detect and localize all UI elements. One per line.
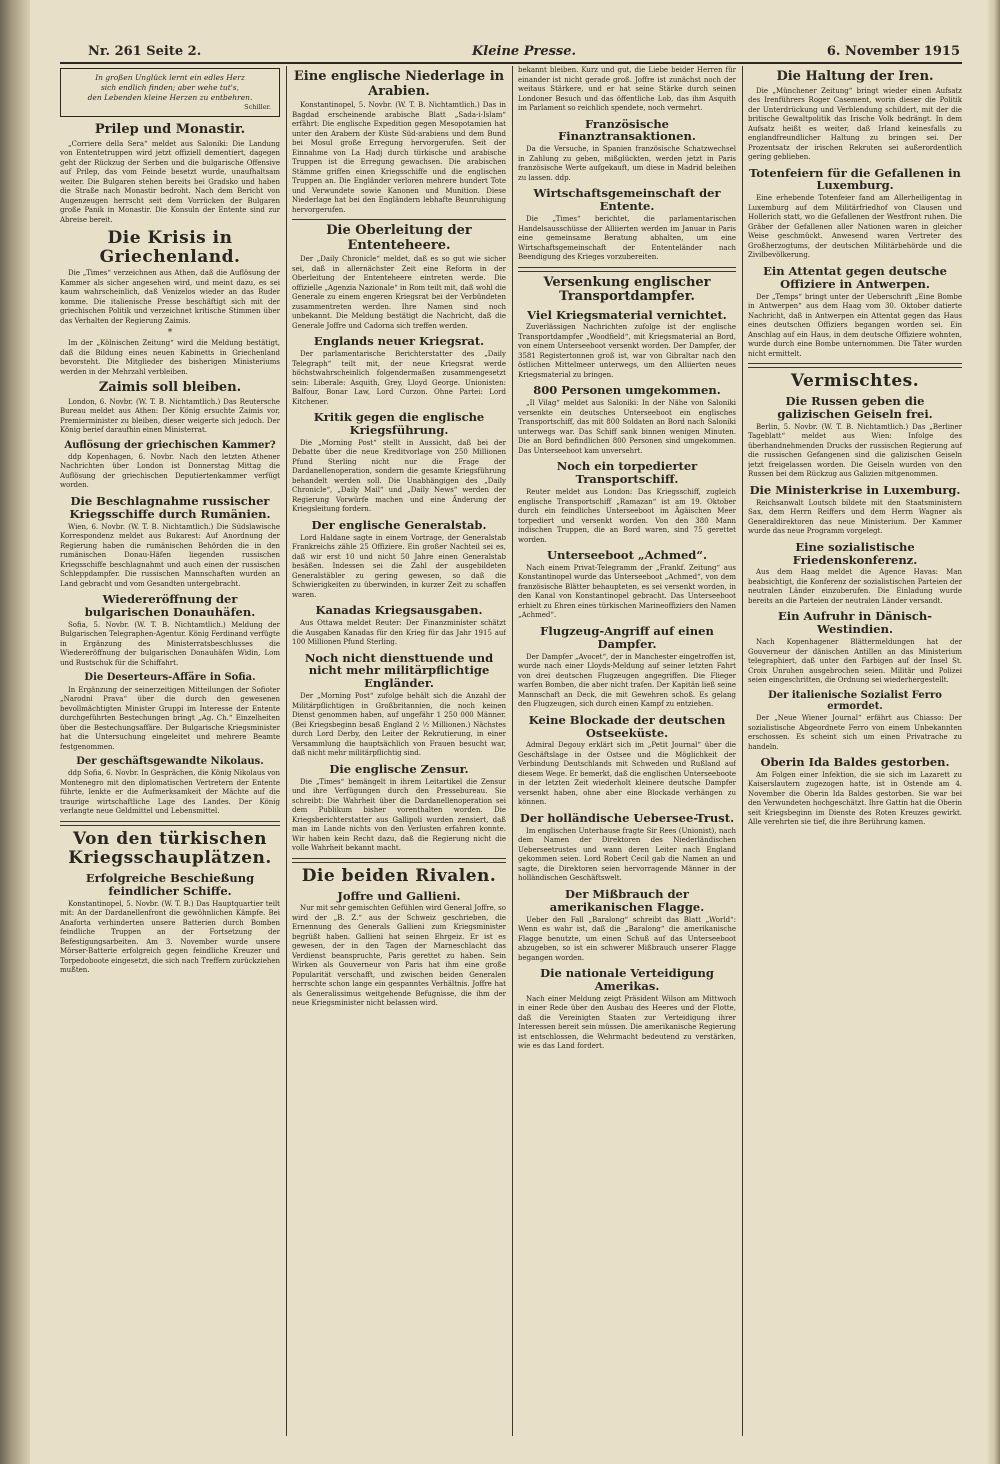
- article-body: Aus dem Haag meldet die Agence Havas: Man beabsichtigt, die Konferenz der sozialistischen Parteien der neutralen Länder einzuberufen. Die Einladung wurde bereits an die Parteien der neutralen Länder versandt.: [748, 568, 962, 605]
- headline: Kritik gegen die englische Kriegsführung.: [313, 410, 485, 437]
- article-body: Eine erhebende Totenfeier fand am Allerheiligentag in Luxemburg auf dem Militärfriedhof von Clausen und Hollerich statt, wo die Gefallenen der Westfront ruhen. Die Gräber der Gefallenen aller Nationen waren in gleicher Weise geschmückt. Anwesend waren Vertreter des Großherzogtums, der deutschen Militärbehörde und die Zivilbevölkerung.: [748, 194, 962, 260]
- article-body: Nach Kopenhagener Blättermeldungen hat der Gouverneur der dänischen Antillen an das Ministerium telegraphiert, daß unter den Farbigen auf der Insel St. Croix Unruhen ausgebrochen seien. Militär und Polizei seien eingeschritten, die Ordnung sei wiederhergestellt.: [748, 638, 962, 685]
- article-body: Aus Ottawa meldet Reuter: Der Finanzminister schätzt die Ausgaben Kanadas für den Krieg für das Jahr 1915 auf 100 Millionen Pfund Sterling.: [292, 619, 506, 647]
- column-1: [60, 66, 280, 1438]
- article-body: Die „Morning Post“ stellt in Aussicht, daß bei der Debatte über die neue Kreditvorlage von 250 Millionen Pfund Sterling nicht nur die Frage der Dardanellenoperation, sondern die gesamte Kriegsführung behandelt werden soll. Die Unabhängigen des „Daily Chronicle“, „Daily Mail“ und „Daily News“ werden der Regierung Vorwürfe machen und eine Änderung der Kriegsleitung fordern.: [292, 438, 506, 514]
- headline: Der holländische Uebersee-Trust.: [519, 810, 735, 825]
- column-4: [748, 66, 962, 1438]
- issue-date: 6. November 1915: [826, 44, 960, 59]
- subheadline: Erfolgreiche Beschießung feindlicher Schiffe.: [85, 870, 255, 898]
- motto-box: [60, 68, 280, 117]
- headline: 800 Personen umgekommen.: [533, 383, 721, 398]
- headline: Zaimis soll bleiben.: [98, 380, 242, 396]
- headline: Kanadas Kriegsausgaben.: [315, 603, 483, 618]
- headline: Die Deserteurs-Affäre in Sofia.: [84, 672, 256, 684]
- headline: Vermischtes.: [790, 371, 920, 392]
- motto-line: den Lebenden kleine Herzen zu entbehren.: [87, 93, 253, 102]
- article-body: London, 6. Novbr. (W. T. B. Nichtamtlich.) Das Reutersche Bureau meldet aus Athen: Der König ersuchte Zaimis vor, Premierminister zu bleiben, dieser weigerte sich jedoch. Der König berief daraufhin einen Ministerrat.: [60, 397, 280, 435]
- headline: Keine Blockade der deutschen Ostseeküste.: [528, 712, 726, 740]
- headline: Noch ein torpedierter Transportschiff.: [556, 459, 698, 487]
- article-body: Wien, 6. Novbr. (W. T. B. Nichtamtlich.) Die Südslawische Korrespondenz meldet aus Bukarest: Auf Anordnung der Regierung haben die rumänischen Behörden die in den rumänischen Donau-Häfen liegenden russischen Kriegsschiffe beschlagnahmt und auch einen der russischen Schleppdampfer. Die russischen Mannschaften wurden an Land gebracht und vom Gesandten untergebracht.: [60, 522, 280, 588]
- headline: Französische Finanztransaktionen.: [558, 116, 696, 144]
- article-body: Lord Haldane sagte in einem Vortrage, der Generalstab Frankreichs zähle 25 Offiziere. Ein großer Nachteil sei es, daß wir erst 10 und nicht 50 Jahre einen Generalstab besäßen. Indessen sei die Zahl der ausgebildeten Generalstäbler zu gering gewesen, so daß die Schwierigkeiten zu überwinden, in kurzer Zeit zu schaffen waren.: [292, 533, 506, 599]
- motto-line: sich endlich finden; aber wehe tut's,: [100, 83, 240, 92]
- headline: Auflösung der griechischen Kammer?: [64, 439, 276, 451]
- motto-line: In großen Unglück lernt ein edles Herz: [95, 73, 245, 82]
- article-body: Die „Münchener Zeitung“ bringt wieder einen Aufsatz des Irenführers Roger Casement, worin dieser die Politik der Unterdrückung und Verblendung schildert, mit der die britische Gewaltpolitik das Irische Volk bedrängt. In dem Aufsatz heißt es weiter, daß Irland keinesfalls zu englandfreundlicher Haltung zu bringen sei. Der Prozentsatz der irischen Rekruten sei außerordentlich gering geblieben.: [748, 86, 962, 162]
- article-body: Nur mit sehr gemischten Gefühlen wird General Joffre, so wird der „B. Z.“ aus der Schweiz geschrieben, die Ernennung des Generals Gallieni zum Kriegsminister begrüßt haben. Gallieni hat seinen Ehrgeiz. Er ist es gewesen, der in den Tagen der Marneschlacht das Verdienst beanspruchte, Paris gerettet zu haben. Sein Wirken als Gouverneur von Paris hat ihm eine große Popularität verschafft, und zwischen beiden Generalen herrschte schon lange ein gespanntes Verhältnis. Joffre hat als Generalissimus weitgehende Befugnisse, die ihm der neue Kriegsminister nicht belassen wird.: [292, 904, 506, 1008]
- issue-number: Nr. 261 Seite 2.: [88, 44, 202, 59]
- headline: Wiedereröffnung der bulgarischen Donauhäfen.: [84, 592, 256, 619]
- headline: Die Krisis in Griechenland.: [99, 228, 241, 268]
- subheadline: Joffre und Gallieni.: [337, 888, 461, 903]
- headline: Ein Aufruhr in Dänisch-Westindien.: [777, 609, 933, 637]
- headline: Ein Attentat gegen deutsche Offiziere in Antwerpen.: [763, 263, 947, 291]
- section-rule: [60, 821, 280, 826]
- article-body: Der „Daily Chronicle“ meldet, daß es so gut wie sicher sei, daß in allernächster Zeit eine Reform in der Oberleitung der Ententeheere eintreten werde. Die offizielle „Agenzia Nazionale“ in Rom teilt mit, daß wohl die Generale zu einem engeren Kriegsrat bei der Verbündeten zusammentreten werden. Ihre Namen sind noch unbekannt. Die Meldung bestätigt die Nachricht, daß die Generale Joffre und Cadorna sich treffen werden.: [292, 255, 506, 330]
- article-body: Am Folgen einer Infektion, die sie sich im Lazarett zu Kaiserslautern zugezogen hatte, ist in Ostende am 4. November die Oberin Ida Baldes gestorben. Sie war bei den Verwundeten hochgeschätzt. Ihre Gattin hat die Oberin seit Kriegsbeginn im Dienste des Roten Kreuzes gewirkt. Alle verehrten sie tief, die ihre Berührung kamen.: [748, 770, 962, 827]
- headline: Der italienische Sozialist Ferro ermordet.: [768, 689, 942, 712]
- column-rule: [742, 66, 743, 1436]
- article-body: „Corriere della Sera“ meldet aus Saloniki: Die Landung von Ententetruppen wird jetzt offiziell dementiert, dagegen geht der Rückzug der Serben und die bulgarische Offensive auf Prilep, das vom Feinde besetzt wurde, unaufhaltsam weiter. Die Bulgaren stehen bereits bei Gradsko und haben die Straße nach Monastir bedroht. Nach dem Bericht von Augenzeugen herrscht seit dem Vorrücken der Bulgaren große Panik in Monastir. Die Konsuln der Entente sind zur Abreise bereit.: [60, 139, 280, 224]
- article-body: Zuverlässigen Nachrichten zufolge ist der englische Transportdampfer „Woodfield“, mit Kriegsmaterial an Bord, von einem Unterseeboot versenkt worden. Der Dampfer, der 3581 Registertonnen groß ist, war von Gibraltar nach den östlichen Mittelmeer unterwegs, um den Alliierten neues Kriegsmaterial zu bringen.: [518, 323, 736, 379]
- headline: Totenfeiern für die Gefallenen in Luxemburg.: [749, 165, 961, 193]
- article-body: Admiral Degouy erklärt sich im „Petit Journal“ über die Geschäftslage in der Ostsee und die Möglichkeit der Verbindung Deutschlands mit Schweden und Rußland auf diesem Wege. Er bemerkt, daß die englischen Unterseeboote in der letzten Zeit wiederholt kleinere deutsche Dampfer versenkt haben, ohne aber eine Blockade verhängen zu können.: [518, 741, 736, 807]
- article-body: Die „Times“ berichtet, die parlamentarischen Handelsausschüsse der Alliierten werden im Januar in Paris eine gemeinsame Beratung abhalten, um eine Wirtschaftsgemeinschaft der Ententeländer nach Beendigung des Krieges vorzubereiten.: [518, 215, 736, 261]
- article-body: ddp Kopenhagen, 6. Novbr. Nach den letzten Athener Nachrichten über London ist Donnerstag Mittag die Auflösung der griechischen Deputiertenkammer verfügt worden.: [60, 452, 280, 490]
- headline: Der Mißbrauch der amerikanischen Flagge.: [549, 886, 705, 914]
- page-edge: [986, 0, 1000, 1464]
- headline: Die englische Zensur.: [329, 761, 469, 776]
- headline: Die Ministerkrise in Luxemburg.: [749, 482, 961, 497]
- headline: Die Haltung der Iren.: [776, 69, 934, 84]
- headline: Die nationale Verteidigung Amerikas.: [540, 966, 714, 993]
- article-body: Berlin, 5. Novbr. (W. T. B. Nichtamtlich.) Das „Berliner Tageblatt“ meldet aus Wien: Infolge des überhandnehmenden Drucks der russischen Regierung auf die russischen Gefangenen sind die galizischen Geiseln jetzt freigelassen worden. Die Geiseln wurden von den Russen bei dem Rückzug aus Galizien mitgenommen.: [748, 422, 962, 479]
- headline: Noch nicht diensttuende und nicht mehr militärpflichtige Engländer.: [304, 650, 494, 691]
- headline: Oberin Ida Baldes gestorben.: [760, 755, 950, 770]
- subheadline: Die Russen geben die galizischen Geiseln frei.: [777, 394, 933, 421]
- headline: Die beiden Rivalen.: [301, 865, 497, 886]
- headline: Von den türkischen Kriegsschauplätzen.: [68, 828, 272, 868]
- column-rule: [286, 66, 287, 1436]
- rule: [292, 219, 506, 220]
- page-header: [60, 44, 960, 62]
- headline: Die Oberleitung der Ententeheere.: [326, 223, 472, 253]
- headline: Unterseeboot „Achmed“.: [547, 548, 707, 563]
- separator-star: *: [167, 328, 173, 339]
- article-body: Der Dampfer „Avocet“, der in Manchester eingetroffen ist, wurde nach einer Lloyds-Meldung auf seiner letzten Fahrt von drei deutschen Flugzeugen angegriffen. Die Flieger warfen Bomben, die aber nicht trafen. Der Kapitän ließ seine Mannschaft an Deck, die mit Gewehren schoß. Es gelang den Flugzeugen, sich durch einen Kampf zu entziehen.: [518, 652, 736, 709]
- section-rule: [748, 363, 962, 368]
- headline: Flugzeug-Angriff auf einen Dampfer.: [540, 623, 714, 651]
- article-body: Nach einem Privat-Telegramm der „Frankf. Zeitung“ aus Konstantinopel wurde das Unterseeboot „Achmed“, von dem französische Blätter behaupteten, es sei versenkt worden, in den Kanal von Konstantinopel gebracht. Das Unterseeboot erhielt zu Ehren eines türkischen Marineoffiziers den Namen „Achmed“.: [518, 563, 736, 620]
- section-rule: [292, 858, 506, 863]
- header-rule: [60, 62, 962, 64]
- article-body: Da die Versuche, in Spanien französische Schatzwechsel in Zahlung zu geben, mißglückten, werden jetzt in Paris französische Werte aufgekauft, um diese in Madrid beleihen zu lassen. ddp.: [518, 145, 736, 182]
- article-body: Nach einer Meldung zeigt Präsident Wilson am Mittwoch in einer Rede über den Ausbau des Heeres und der Flotte, daß die Vereinigten Staaten zur Verteidigung ihrer Interessen bereit sein müssen. Die amerikanische Regierung ist entschlossen, die Wehrmacht bedeutend zu verstärken, wie es das Land fordert.: [518, 994, 736, 1051]
- headline: Wirtschaftsgemeinschaft der Entente.: [533, 186, 721, 214]
- article-body: Konstantinopel, 5. Novbr. (W. T. B. Nichtamtlich.) Das in Bagdad erscheinende arabische Blatt „Sada-i-Islam“ erfährt: Die englische Expedition gegen Mesopotamien hat unter den Arabern der Küste Süd-arabiens und dem Bund bei Mosul große Erregung hervorgerufen. Seit der Einnahme von La Hadj durch türkische und arabische Truppen ist die Erregung gewachsen. Die arabischen Stämme griffen einen Kriegsschiffe und die englischen Truppen an. Die Engländer verloren mehrere hundert Tote und Verwundete sowie Kanonen und Munition. Diese Niederlage hat bei den Engländern lebhafte Beunruhigung hervorgerufen.: [292, 101, 506, 214]
- article-body: ddp Sofia, 6. Novbr. In Gesprächen, die König Nikolaus von Montenegro mit den diplomatischen Vertretern der Entente führte, lenkte er die Aufmerksamkeit der Mächte auf die traurige wirtschaftliche Lage des Landes. Der König verlangte neue Geldmittel und Lebensmittel.: [60, 769, 280, 816]
- column-3: [518, 66, 736, 1438]
- headline: Versenkung englischer Transportdampfer.: [543, 274, 711, 305]
- headline: Der englische Generalstab.: [311, 517, 487, 532]
- article-body: Konstantinopel, 5. Novbr. (W. T. B.) Das Hauptquartier teilt mit: An der Dardanellenfront die gewöhnlichen Kämpfe. Bei Anaforta verhinderten unsere Batterien durch Bomben feindliche Truppen an der Fortsetzung der Befestigungsarbeiten. Am 3. November wurde unsere Mörser-Batterie erfolgreich gegen feindliche Kreuzer und Torpedoboote eingesetzt, die sich nach Treffern zurückziehen mußten.: [60, 899, 280, 975]
- article-body: bekannt bleiben. Kurz und gut, die Liebe beider Herren für einander ist nicht gerade groß. Joffre ist zunächst noch der weitaus Stärkere, und er hat seine Stärke durch seinen Londoner Besuch und das öffentliche Lob, das ihm Asquith im Parlament so reichlich spendete, noch vermehrt.: [518, 66, 736, 112]
- article-body: Reuter meldet aus London: Das Kriegsschiff, zugleich englische Transportschiff „Ramazan“ ist am 19. Oktober durch ein feindliches Unterseeboot im Ägäischen Meer torpediert und versenkt worden. Von den 380 Mann indischen Truppen, die an Bord waren, sind 75 gerettet worden.: [518, 488, 736, 544]
- article-body: Der parlamentarische Berichterstatter des „Daily Telegraph“ teilt mit, der neue Kriegsrat werde höchstwahrscheinlich folgendermaßen zusammengesetzt sein: Liberale: Asquith, Grey, Lloyd George. Unionisten: Balfour, Bonar Law, Lord Curzon. Ohne Partei: Lord Kitchener.: [292, 350, 506, 406]
- headline: Englands neuer Kriegsrat.: [313, 334, 485, 349]
- headline: Eine sozialistische Friedenskonferenz.: [792, 539, 918, 567]
- article-body: Der „Neue Wiener Journal“ erfährt aus Chiasso: Der sozialistische Abgeordnete Ferro von einem Unbekannten erschossen. Es scheint sich um einen Privatrache zu handeln.: [748, 714, 962, 751]
- article-body: Sofia, 5. Novbr. (W. T. B. Nichtamtlich.) Meldung der Bulgarischen Telegraphen-Agentur. König Ferdinand verfügte in Ergänzung des Ministerratsbeschlusses die Wiedereröffnung der bulgarischen Donauhäfen Widin, Lom und Rustschuk für die Schiffahrt.: [60, 620, 280, 667]
- headline: Der geschäftsgewandte Nikolaus.: [76, 756, 264, 768]
- article-body: Reichsanwalt Loutsch bildete mit den Staatsministern Sax, dem Herrn Reiffers und dem Herrn Wagner als Generaldirektoren das neue Ministerium. Der Kammer wurde das neue Programm vorgelegt.: [748, 498, 962, 536]
- motto-author: Schiller.: [244, 103, 271, 111]
- masthead: Kleine Presse.: [472, 44, 577, 59]
- subheadline: Viel Kriegsmaterial vernichtet.: [527, 307, 727, 322]
- article-body: Die „Times“ bemängelt in ihrem Leitartikel die Zensur und ihre Verfügungen durch den Pressebureau. Sie schreibt: Die Wahrheit über die Dardanellenoperation sei dem Publikum bisher vorenthalten worden. Die Kriegsberichterstatter aus Gallipoli wurden zensiert, daß man im Lande nichts von den Verlusten erfahren konnte. Wir haben kein Recht dazu, daß die Regierung nicht die volle Wahrheit bekannt macht.: [292, 777, 506, 853]
- column-rule: [512, 66, 513, 1436]
- article-body: In Ergänzung der seinerzeitigen Mitteilungen der Sofioter „Narodni Prava“ über die durch den gewesenen bevollmächtigten Minister Gruppi im Interesse der Entente durchgeführten Bestechungen bringt „Ag. Ch.“ Einzelheiten über die Bestechungsaffäre. Der Bulgarische Kriegsminister hat die Untersuchung eingeleitet und mehrere Beamte festgenommen.: [60, 685, 280, 751]
- article-body: Der „Temps“ bringt unter der Ueberschrift „Eine Bombe in Antwerpen“ aus dem Haag vom 30. Oktober datierte Nachricht, daß in Antwerpen ein Attentat gegen das Haus eines deutschen Offiziers begangen worden sei. Ein Anschlag auf ein Haus, in dem deutsche Offiziere wohnten, wurde durch eine Bombe unternommen. Die Täter wurden nicht ermittelt.: [748, 292, 962, 358]
- headline: Eine englische Niederlage in Arabien.: [293, 69, 505, 99]
- article-body: Im der „Kölnischen Zeitung“ wird die Meldung bestätigt, daß die Bildung eines neuen Kabinetts in Griechenland bevorsteht. Die Mitglieder des bisherigen Ministeriums werden in der Mehrzahl verbleiben.: [60, 339, 280, 376]
- book-spine-shadow: [0, 0, 30, 1464]
- section-rule: [518, 267, 736, 272]
- article-body: Der „Morning Post“ zufolge behält sich die Anzahl der Militärpflichtigen in Großbritannien, die noch keinen Dienst genommen haben, auf ungefähr 1 250 000 Männer. (Bei Kriegsbeginn besaß England 2 ½ Millionen.) Nächstes durch Lord Derby, den Leiter der Rekrutierung, in einer Versammlung die hauptsächlich von Frauen besucht war, daß nicht mehr militärpflichtig sind.: [292, 692, 506, 758]
- article-body: „Il Vilag“ meldet aus Saloniki: In der Nähe von Saloniki versenkte ein deutsches Unterseeboot ein englisches Transportschiff, das mit 800 Soldaten an Bord nach Saloniki unterwegs war. Das Schiff sank binnen wenigen Minuten. Die an Bord befindlichen 800 Personen sind umgekommen. Das Unterseeboot kam unversehrt.: [518, 399, 736, 455]
- column-2: [292, 66, 506, 1438]
- headline: Die Beschlagnahme russischer Kriegsschiffe durch Rumänien.: [69, 493, 271, 521]
- article-body: Im englischen Unterhause fragte Sir Rees (Unionist), nach dem Namen der Direktoren des Niederländischen Ueberseetrustes und wann deren Leiter nach England gekommen seien. Lord Robert Cecil gab die Namen an und sagte, die Direktoren seien hervorragende Männer in der holländischen Geschäftswelt.: [518, 826, 736, 883]
- article-body: Ueber den Fall „Baralong“ schreibt das Blatt „World“: Wenn es wahr ist, daß die „Baralong“ die amerikanische Flagge benutzte, um einen Schuß auf das Unterseeboot abzugeben, so ist ein schwerer Mißbrauch unserer Flagge begangen worden.: [518, 915, 736, 962]
- article-body: Die „Times“ verzeichnen aus Athen, daß die Auflösung der Kammer als sicher angesehen wird, und meint dazu, es sei kaum wahrscheinlich, daß Venizelos wieder an das Ruder komme. Die italienische Presse beschäftigt sich mit der griechischen Politik und verzeichnet kritische Stimmen über das Verhalten der Regierung Zaimis.: [60, 269, 280, 325]
- headline: Prilep und Monastir.: [94, 122, 246, 137]
